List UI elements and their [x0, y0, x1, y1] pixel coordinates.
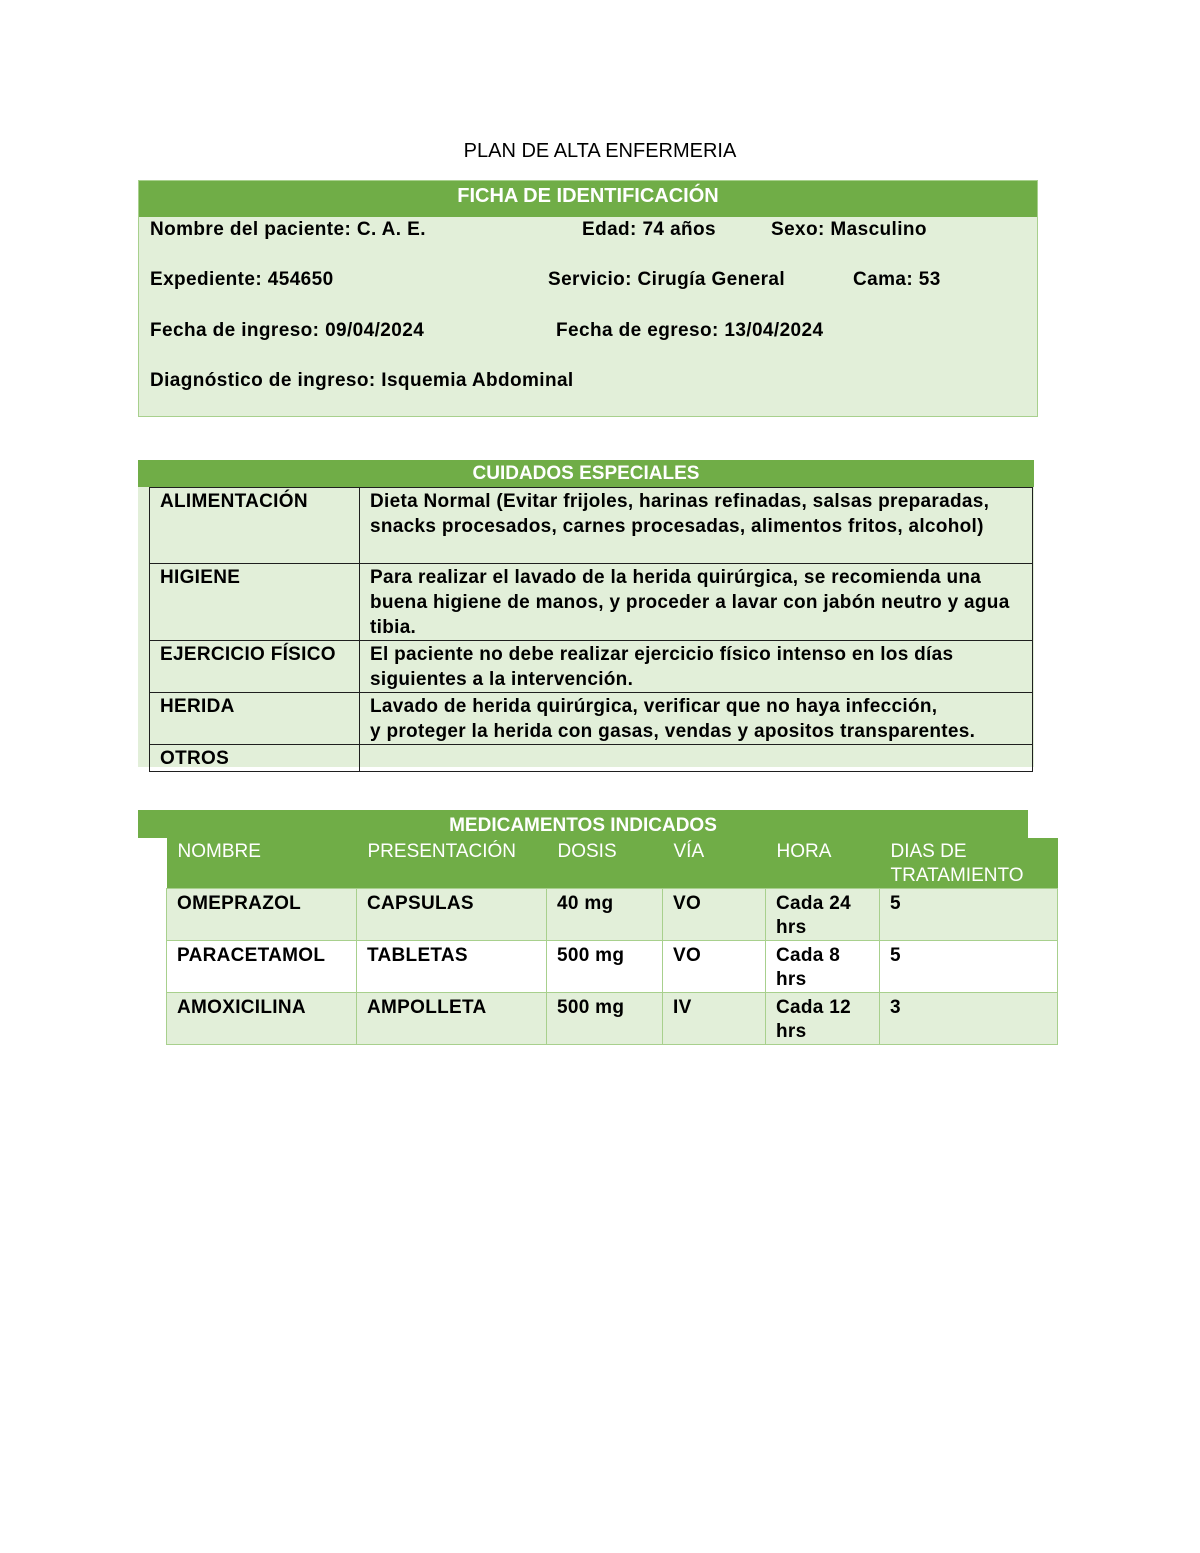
document-title: PLAN DE ALTA ENFERMERIA [463, 140, 737, 162]
discharge-date: Fecha de egreso: 13/04/2024 [556, 320, 824, 341]
medication-schedule: Cada 8 hrs [766, 941, 880, 993]
medication-days: 5 [880, 941, 1058, 993]
identification-header: FICHA DE IDENTIFICACIÓN [139, 181, 1037, 217]
special-care-header: CUIDADOS ESPECIALES [138, 460, 1034, 487]
medication-presentation: AMPOLLETA [357, 993, 547, 1045]
care-label: HERIDA [150, 693, 360, 745]
identification-card [138, 180, 1038, 417]
medication-dose: 500 mg [547, 941, 663, 993]
patient-sex: Sexo: Masculino [771, 219, 927, 240]
medication-presentation: CAPSULAS [357, 889, 547, 941]
medications-header-row [167, 838, 1058, 889]
medication-dose: 40 mg [547, 889, 663, 941]
column-header: HORA [766, 838, 880, 889]
medications-table [166, 838, 1058, 1045]
medication-schedule: Cada 12 hrs [766, 993, 880, 1045]
care-row-hygiene [150, 564, 1033, 641]
care-value: El paciente no debe realizar ejercicio físico intenso en los días siguientes a la intervención. [360, 641, 1033, 693]
care-label: OTROS [150, 745, 360, 772]
admission-diagnosis: Diagnóstico de ingreso: Isquemia Abdominal [150, 370, 574, 391]
patient-name: Nombre del paciente: C. A. E. [150, 219, 426, 240]
medication-route: VO [663, 889, 766, 941]
special-care-body [138, 487, 1034, 767]
special-care-section [138, 460, 1034, 767]
table-row [167, 889, 1058, 941]
medication-name: OMEPRAZOL [167, 889, 357, 941]
care-value: Para realizar el lavado de la herida quirúrgica, se recomienda una buena higiene de manos, y proceder a lavar con jabón neutro y agua tibia. [360, 564, 1033, 641]
medication-dose: 500 mg [547, 993, 663, 1045]
care-value [360, 745, 1033, 772]
medication-days: 5 [880, 889, 1058, 941]
column-header: DIAS DE TRATAMIENTO [880, 838, 1058, 889]
medication-schedule: Cada 24 hrs [766, 889, 880, 941]
medication-days: 3 [880, 993, 1058, 1045]
column-header: NOMBRE [167, 838, 357, 889]
care-value: Lavado de herida quirúrgica, verificar que no haya infección, y proteger la herida con gasas, vendas y apositos transparentes. [360, 693, 1033, 745]
medication-name: PARACETAMOL [167, 941, 357, 993]
patient-age: Edad: 74 años [582, 219, 717, 240]
medication-route: VO [663, 941, 766, 993]
care-row-wound [150, 693, 1033, 745]
patient-service: Servicio: Cirugía General [548, 269, 786, 290]
column-header: DOSIS [547, 838, 663, 889]
column-header: VÍA [663, 838, 766, 889]
column-header: PRESENTACIÓN [357, 838, 547, 889]
care-label: EJERCICIO FÍSICO [150, 641, 360, 693]
care-label: ALIMENTACIÓN [150, 488, 360, 564]
special-care-table [149, 487, 1033, 772]
admission-date: Fecha de ingreso: 09/04/2024 [150, 320, 425, 341]
care-row-other [150, 745, 1033, 772]
table-row [167, 993, 1058, 1045]
table-row [167, 941, 1058, 993]
medication-route: IV [663, 993, 766, 1045]
care-row-exercise [150, 641, 1033, 693]
medication-name: AMOXICILINA [167, 993, 357, 1045]
medications-header: MEDICAMENTOS INDICADOS [449, 815, 717, 836]
care-value: Dieta Normal (Evitar frijoles, harinas refinadas, salsas preparadas, snacks procesados, carnes procesadas, alimentos fritos, alcohol) [360, 488, 1033, 564]
patient-bed: Cama: 53 [853, 269, 941, 290]
care-row-feeding [150, 488, 1033, 564]
care-label: HIGIENE [150, 564, 360, 641]
medication-presentation: TABLETAS [357, 941, 547, 993]
patient-record: Expediente: 454650 [150, 269, 334, 290]
